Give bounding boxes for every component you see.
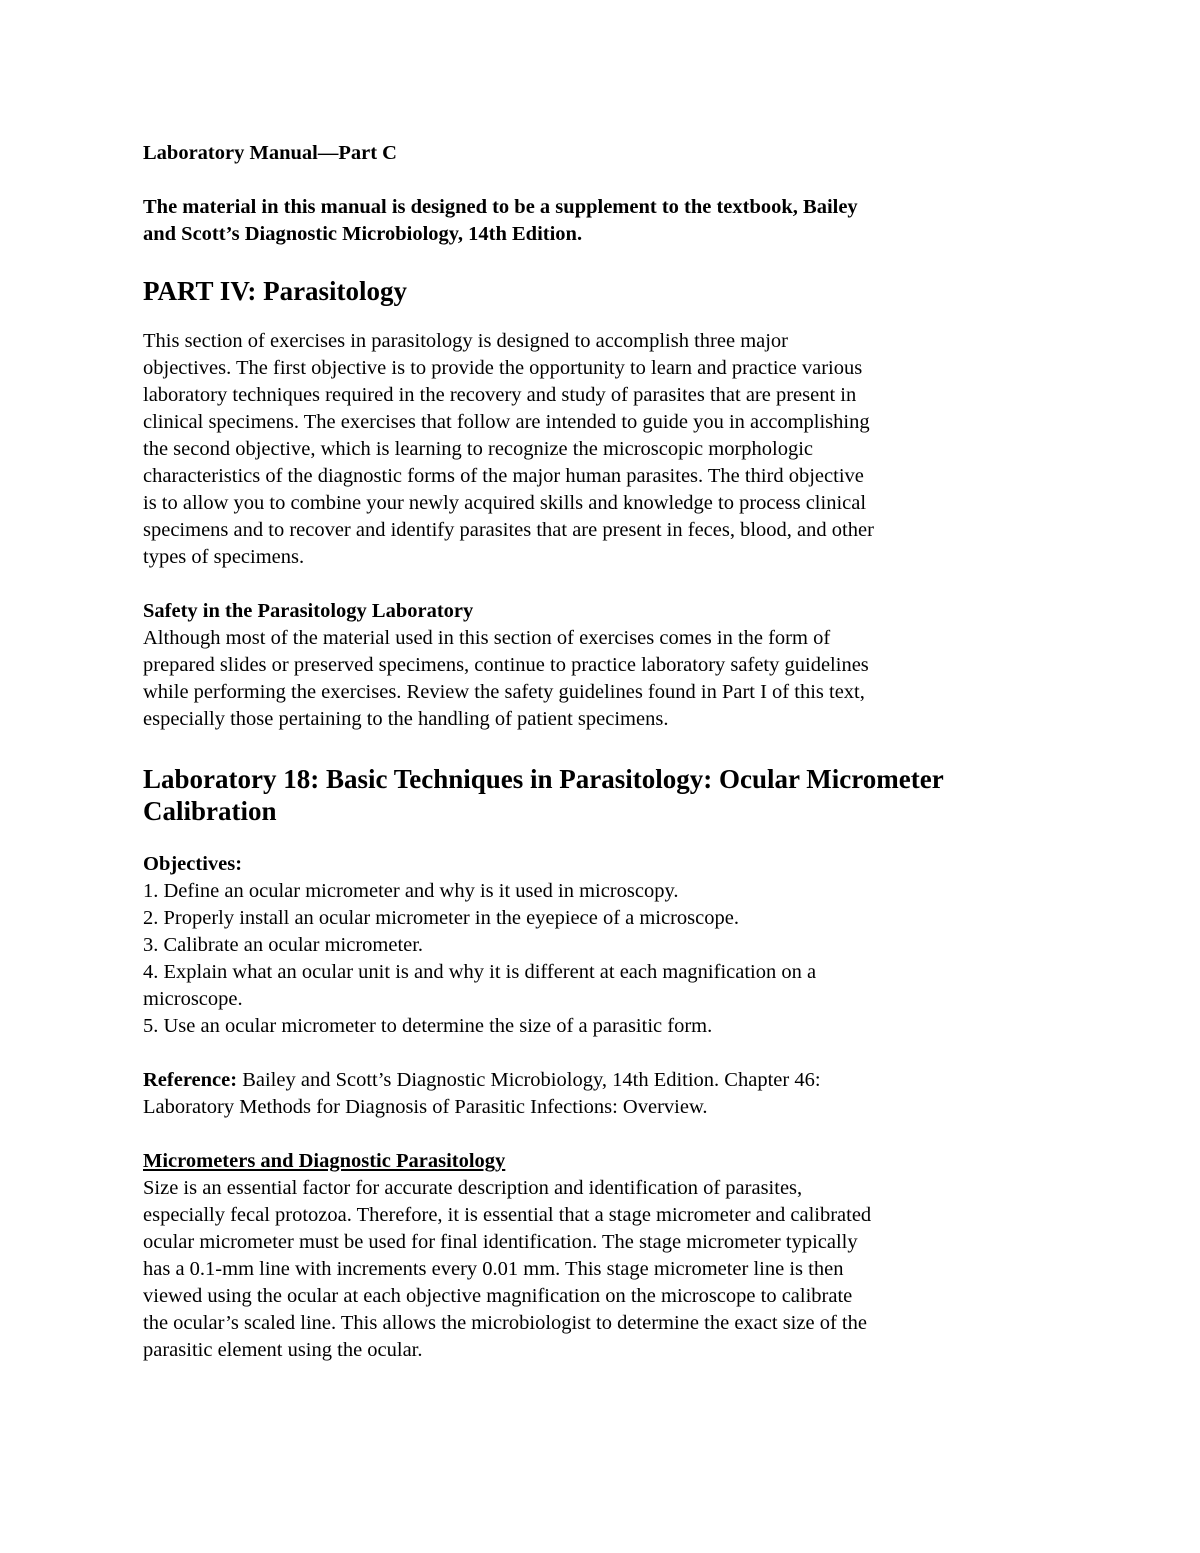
- safety-paragraph: [143, 625, 1003, 733]
- paragraph-line: Size is an essential factor for accurate description and identification of parasites,: [143, 1177, 803, 1199]
- paragraph-line: while performing the exercises. Review the safety guidelines found in Part I of this text,: [143, 681, 865, 703]
- part-paragraph: [143, 328, 1003, 571]
- lab-heading: Calibration: [143, 796, 277, 826]
- paragraph-line: characteristics of the diagnostic forms of the major human parasites. The third objective: [143, 465, 864, 487]
- intro-line: and Scott’s Diagnostic Microbiology, 14th Edition.: [143, 223, 583, 245]
- reference-line: Laboratory Methods for Diagnosis of Parasitic Infections: Overview.: [143, 1096, 708, 1118]
- reference-label: Reference:: [143, 1069, 238, 1091]
- objective-item: 5. Use an ocular micrometer to determine the size of a parasitic form.: [143, 1015, 713, 1037]
- reference-line: [143, 1067, 1003, 1094]
- paragraph-line: viewed using the ocular at each objective magnification on the microscope to calibrate: [143, 1285, 853, 1307]
- paragraph-line: prepared slides or preserved specimens, continue to practice laboratory safety guidelines: [143, 654, 869, 676]
- micrometers-heading: Micrometers and Diagnostic Parasitology: [143, 1150, 506, 1172]
- objective-item: 2. Properly install an ocular micrometer in the eyepiece of a microscope.: [143, 907, 739, 929]
- objective-item: microscope.: [143, 988, 243, 1010]
- paragraph-line: the second objective, which is learning to recognize the microscopic morphologic: [143, 438, 814, 460]
- paragraph-line: specimens and to recover and identify parasites that are present in feces, blood, and other: [143, 519, 874, 541]
- paragraph-line: especially fecal protozoa. Therefore, it is essential that a stage micrometer and calibrated: [143, 1204, 872, 1226]
- safety-heading: Safety in the Parasitology Laboratory: [143, 600, 474, 622]
- paragraph-line: types of specimens.: [143, 546, 305, 568]
- manual-title: Laboratory Manual—Part C: [143, 142, 397, 164]
- lab-heading: Laboratory 18: Basic Techniques in Parasitology: Ocular Micrometer: [143, 764, 944, 794]
- part-heading: PART IV: Parasitology: [143, 276, 408, 306]
- paragraph-line: parasitic element using the ocular.: [143, 1339, 423, 1361]
- objectives-label: Objectives:: [143, 853, 243, 875]
- intro-line: The material in this manual is designed to be a supplement to the textbook, Bailey: [143, 196, 858, 218]
- objectives-list: [143, 878, 1003, 1040]
- paragraph-line: especially those pertaining to the handling of patient specimens.: [143, 708, 669, 730]
- paragraph-line: objectives. The first objective is to provide the opportunity to learn and practice various: [143, 357, 863, 379]
- paragraph-line: is to allow you to combine your newly acquired skills and knowledge to process clinical: [143, 492, 867, 514]
- paragraph-line: Although most of the material used in this section of exercises comes in the form of: [143, 627, 831, 649]
- reference-text: Bailey and Scott’s Diagnostic Microbiology, 14th Edition. Chapter 46:: [237, 1069, 821, 1091]
- objective-item: 3. Calibrate an ocular micrometer.: [143, 934, 424, 956]
- objective-item: 1. Define an ocular micrometer and why is it used in microscopy.: [143, 880, 679, 902]
- document-page: [143, 140, 1003, 1364]
- paragraph-line: laboratory techniques required in the recovery and study of parasites that are present in: [143, 384, 857, 406]
- paragraph-line: ocular micrometer must be used for final identification. The stage micrometer typically: [143, 1231, 858, 1253]
- paragraph-line: clinical specimens. The exercises that follow are intended to guide you in accomplishing: [143, 411, 870, 433]
- objective-item: 4. Explain what an ocular unit is and why it is different at each magnification on a: [143, 961, 817, 983]
- micrometers-paragraph: [143, 1175, 1003, 1364]
- paragraph-line: has a 0.1-mm line with increments every 0.01 mm. This stage micrometer line is then: [143, 1258, 844, 1280]
- paragraph-line: the ocular’s scaled line. This allows the microbiologist to determine the exact size of the: [143, 1312, 867, 1334]
- paragraph-line: This section of exercises in parasitology is designed to accomplish three major: [143, 330, 789, 352]
